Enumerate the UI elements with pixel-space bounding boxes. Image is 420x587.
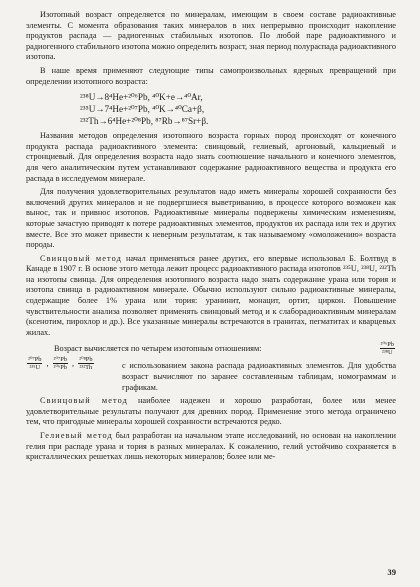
lead-method-text: начал применяться ранее других, его впервые использовал Б. Болтвуд в Канаде в 1907 г. В основе этого метода лежит процесс радиоактивного распада изотопов ²³⁵U, ²³⁸U, ²³²Th на изотопы свинца. Для определения изотопного возраста надо знать содержание урана или тория и изотопа свинца в радиоактивном минерале. Обычно используют сильно радиоактивные минералы, содержащие более 1% урана или тория: уранинит, монацит, ортит, циркон. Повышение чувствительности анализа позволяет применять свинцовый метод и к слаборадиоактивным минералам (ксенотим, пирохлор и др.). Все указанные минералы встречаются в гранитах, пегматитах и кварцевых жилах. — [26, 253, 396, 337]
ratio-3-numerator: ²⁰⁷Pb — [53, 356, 68, 364]
equation-line-2: ²³⁵U→7⁴He+²⁰⁷Pb, ⁴⁰K→⁴⁰Ca+β, — [80, 104, 205, 115]
isotope-ratio-line: $\frac{\text{²⁰⁷Pb}}{\text{²³⁵U}}$ , $\frac{\text{²⁰⁷Pb}}{\text{²⁰⁶Pb}}$ , $\frac{\text{²⁰⁸Pb}}{\text{²³²Th}}$ — [28, 356, 93, 372]
paragraph-lead-method — [26, 254, 396, 339]
ratio-1-numerator: ²⁰⁶Pb — [380, 341, 394, 349]
ratio-3-denominator: ²⁰⁶Pb — [53, 364, 68, 372]
page-number: 39 — [387, 567, 396, 577]
ratio-2-numerator: ²⁰⁷Pb — [28, 356, 42, 364]
isotope-ratio-intro — [26, 341, 396, 356]
ratio-2-denominator: ²³⁵U — [29, 364, 41, 372]
ratio-1-denominator: ²³⁸U — [381, 349, 393, 357]
equation-line-1: ²³⁸U→8⁴He+²⁰⁶Pb, ⁴⁰K+e→⁴⁰Ar, — [80, 92, 203, 103]
paragraph-method-names: Названия методов определения изотопного возраста горных пород происходят от конечного продукта распада радиоактивного элемента: свинцовый, гелиевый, аргоновый, кальциевый и стронциевый. Для определения возраста надо знать соотношение начального и конечного элементов, для чего аналитическим путем устанавливают содержание радиоактивного вещества и продукта его распада в исследуемом минерале. — [26, 131, 396, 183]
paragraph-decay-types: В наше время применяют следующие типы самопроизвольных ядерных превращений при определении изотопного возраста: — [26, 65, 396, 86]
ratio-4-denominator: ²³²Th — [79, 364, 93, 372]
lead-reliability-text: наиболее надежен и хорошо разработан, более или менее удовлетворительные результаты получают для древних пород. Применение этого метода ограничено тем, что пригодные минералы хорошей сохранности встречаются редко. — [26, 396, 396, 427]
ratio-1 — [380, 341, 395, 356]
paragraph-lead-reliability — [26, 396, 396, 428]
decay-equations — [80, 91, 396, 127]
ratio-4-numerator: ²⁰⁸Pb — [79, 356, 93, 364]
paragraph-mineral-quality: Для получения удовлетворительных результатов надо иметь минералы хорошей сохранности без включений других минералов и не подвергшиеся выветриванию, в процессе которого возможен как вынос, так и привнос изотопов. Радиоактивные минералы подвержены химическим изменениям, которые зачастую приводят к потере радиоактивных элементов, продуктов их распада или тех и других вместе. Все это может привести к неверным результатам, к так называемому «омоложению» возраста породы. — [26, 187, 396, 250]
lead-method-term: Свинцовый метод — [40, 253, 122, 263]
paragraph-isotopic-age: Изотопный возраст определяется по минералам, имеющим в своем составе радиоактивные элементы. С момента образования таких минералов в них непрерывно происходит накопление продуктов распада — радиогенных стабильных изотопов. По любой паре радиоактивного и радиогенного стабильного изотопа можно определить возраст, зная период полураспада радиоактивного изотопа. — [26, 10, 396, 62]
ratio-3 — [53, 356, 68, 371]
paragraph-ratio-usage: с использованием закона распада радиоактивных элементов. Для удобства возраст вычисляют по заранее составленным таблицам, номограммам и графикам. — [122, 361, 396, 392]
helium-method-text: был разработан на начальном этапе исследований, но основан на накоплении гелия при распаде урана и тория в разных минералах. К сожалению, гелий устойчиво сохраняется в кристаллических решетках лишь некоторых минералов; более или ме- — [26, 431, 396, 462]
ratio-intro-text: Возраст вычисляется по четырем изотопным отношениям: — [54, 344, 262, 354]
lead-reliability-term: Свинцовый метод — [40, 396, 128, 406]
ratio-2 — [27, 356, 42, 371]
ratio-4 — [78, 356, 93, 371]
paragraph-helium-method — [26, 431, 396, 463]
equation-line-3: ²³²Th→6⁴He+²⁰⁸Pb, ⁸⁷Rb→⁸⁷Sr+β. — [80, 116, 209, 127]
helium-method-term: Гелиевый метод — [40, 431, 113, 440]
